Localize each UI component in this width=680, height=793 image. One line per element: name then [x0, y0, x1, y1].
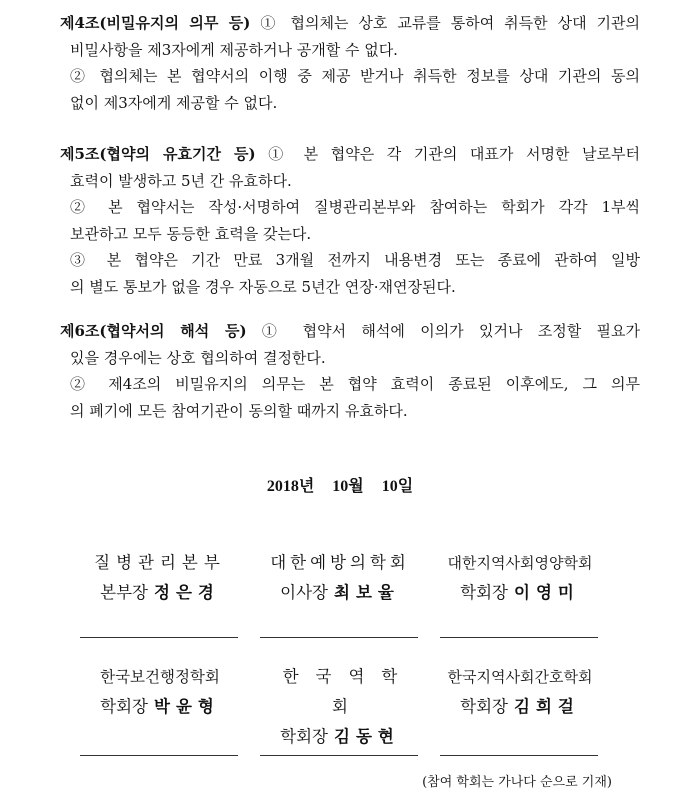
article-5 [60, 141, 640, 300]
signatory-title: 학회장 [460, 697, 508, 716]
signatory-name: 최보율 [334, 583, 400, 602]
article-4-line-4: 없이 제3자에게 제공할 수 없다. [70, 93, 278, 112]
article-5-title: 제5조(협약의 유효기간 등) [60, 145, 256, 163]
article-6-line-2: 있을 경우에는 상호 협의하여 결정한다. [70, 348, 326, 367]
agreement-date: 2018년 10월 10일 [266, 478, 414, 495]
signatory-title: 이사장 [280, 583, 328, 602]
article-5-line-4: 보관하고 모두 동등한 효력을 갖는다. [70, 224, 312, 243]
signatory-1 [70, 548, 250, 608]
signature-line-4 [80, 755, 238, 756]
signatory-title: 학회장 [280, 727, 328, 746]
signatory-title: 본부장 [100, 583, 148, 602]
signatory-name: 이영미 [514, 583, 580, 602]
signatory-2 [250, 548, 430, 608]
signatory-5 [250, 662, 430, 752]
signatory-3 [430, 548, 610, 608]
signature-line-1 [80, 637, 238, 638]
article-6-title: 제6조(협약서의 해석 등) [60, 322, 247, 340]
article-4-line-1: 제4조(비밀유지의 의무 등) ① 협의체는 상호 교류를 통하여 취득한 상대 기관의 [60, 14, 640, 32]
signatory-org: 한국보건행정학회 [100, 668, 220, 686]
article-4-title: 제4조(비밀유지의 의무 등) [60, 14, 251, 32]
signatory-6 [430, 662, 610, 722]
signature-line-2 [260, 637, 418, 638]
signatory-org: 한국지역사회간호학회 [447, 668, 593, 686]
ordering-note: (참여 학회는 가나다 순으로 기재) [422, 775, 612, 790]
signatory-name: 박윤형 [154, 697, 220, 716]
signature-line-3 [440, 637, 598, 638]
signature-line-6 [440, 755, 598, 756]
article-6-line-3: ② 제4조의 비밀유지의 의무는 본 협약 효력이 종료된 이후에도, 그 의무 [70, 375, 640, 393]
article-5-line-6: 의 별도 통보가 없을 경우 자동으로 5년간 연장·재연장된다. [70, 277, 456, 296]
signatory-name: 김동현 [334, 727, 400, 746]
article-6 [60, 318, 640, 424]
signatory-title: 학회장 [100, 697, 148, 716]
article-4 [60, 10, 640, 116]
signatory-org: 대한예방의학회 [270, 553, 410, 572]
signatory-name: 김희걸 [514, 697, 580, 716]
article-4-line-2: 비밀사항을 제3자에게 제공하거나 공개할 수 없다. [70, 40, 398, 59]
article-6-line-4: 의 폐기에 모든 참여기관이 동의할 때까지 유효하다. [70, 401, 408, 420]
signatory-title: 학회장 [460, 583, 508, 602]
article-5-line-5: ③ 본 협약은 기간 만료 3개월 전까지 내용변경 또는 종료에 관하여 일방 [70, 251, 640, 269]
article-5-line-2: 효력이 발생하고 5년 간 유효하다. [70, 171, 292, 190]
signatory-org: 대한지역사회영양학회 [447, 554, 593, 572]
article-4-line-3: ② 협의체는 본 협약서의 이행 중 제공 받거나 취득한 정보를 상대 기관의 동의 [70, 67, 640, 85]
article-5-line-3: ② 본 협약서는 작성·서명하여 질병관리본부와 참여하는 학회가 각각 1부씩 [70, 198, 640, 216]
article-5-line-1: 제5조(협약의 유효기간 등) ① 본 협약은 각 기관의 대표가 서명한 날로부터 [60, 145, 640, 163]
signatory-name: 정은경 [154, 583, 220, 602]
signatory-org: 한국역학회 [282, 667, 415, 716]
signature-line-5 [260, 755, 418, 756]
signatory-org: 질병관리본부 [94, 553, 226, 572]
signatory-4 [70, 662, 250, 722]
article-6-line-1: 제6조(협약서의 해석 등) ① 협약서 해석에 이의가 있거나 조정할 필요가 [60, 322, 640, 340]
